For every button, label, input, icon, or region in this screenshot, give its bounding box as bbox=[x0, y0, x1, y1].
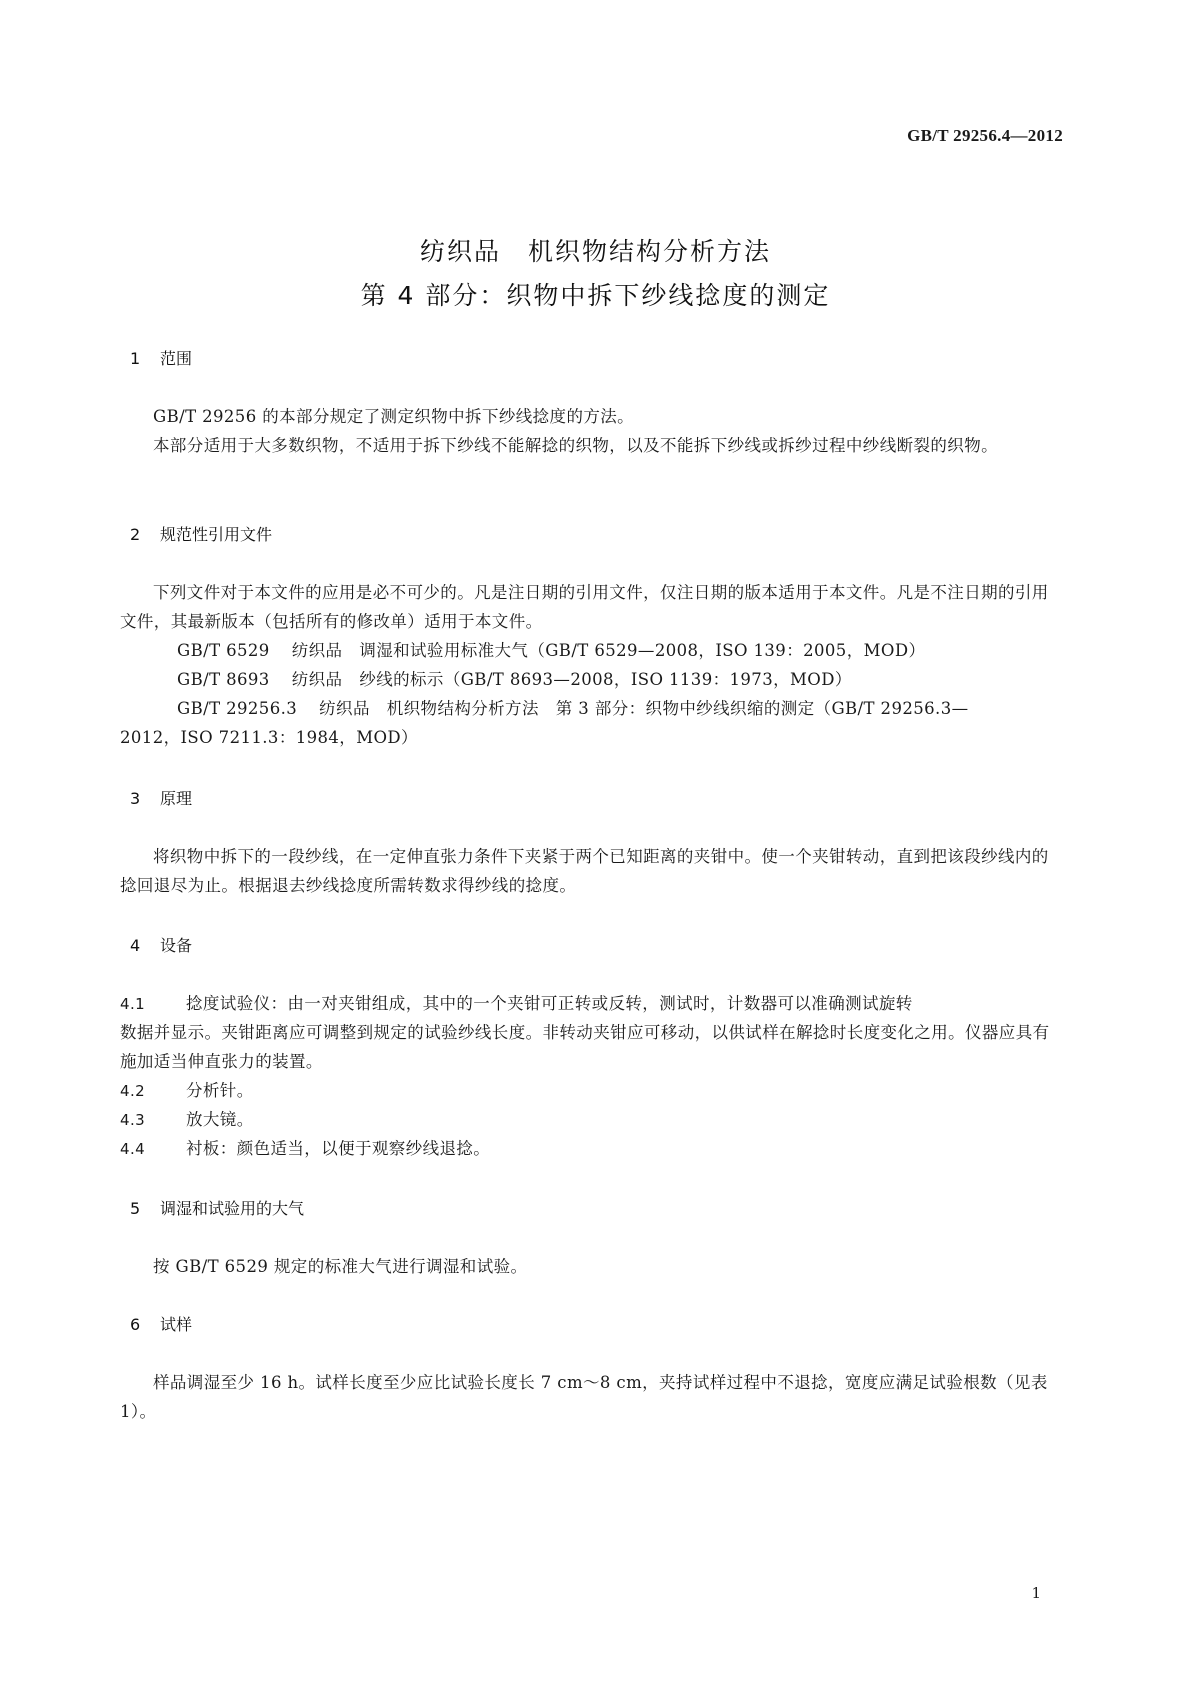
standard-code: GB/T 29256.4—2012 bbox=[907, 126, 1063, 145]
section-1-paragraph-2: 本部分适用于大多数织物，不适用于拆下纱线不能解捻的织物，以及不能拆下纱线或拆纱过程中纱线断裂的织物。 bbox=[153, 436, 998, 455]
equipment-item bbox=[120, 1076, 254, 1106]
normative-reference bbox=[177, 665, 852, 694]
reference-code: GB/T 6529 bbox=[177, 641, 270, 660]
section-number: 2 bbox=[130, 525, 141, 544]
item-number: 4.3 bbox=[120, 1111, 146, 1129]
item-text: 衬板：颜色适当，以便于观察纱线退捻。 bbox=[186, 1139, 491, 1158]
equipment-item bbox=[120, 989, 913, 1019]
normative-reference bbox=[177, 636, 925, 665]
section-number: 5 bbox=[130, 1199, 141, 1218]
section-1-heading bbox=[130, 346, 192, 369]
reference-code: GB/T 29256.3 bbox=[177, 699, 298, 718]
section-number: 6 bbox=[130, 1315, 141, 1334]
reference-title: 纺织品 纱线的标示（GB/T 8693—2008，ISO 1139：1973，MOD） bbox=[291, 670, 852, 689]
section-6-paragraph-1: 样品调湿至少 16 h。试样长度至少应比试验长度长 7 cm～8 cm，夹持试样过程中不退捻，宽度应满足试验根数（见表 1）。 bbox=[120, 1373, 1048, 1421]
section-5-heading bbox=[130, 1196, 304, 1219]
equipment-item bbox=[120, 1134, 490, 1164]
equipment-item-continuation: 数据并显示。夹钳距离应可调整到规定的试验纱线长度。非转动夹钳应可移动，以供试样在解捻时长度变化之用。仪器应具有施加适当伸直张力的装置。 bbox=[120, 1023, 1050, 1071]
section-title: 设备 bbox=[160, 936, 193, 955]
item-text: 放大镜。 bbox=[186, 1110, 254, 1129]
item-text: 捻度试验仪：由一对夹钳组成，其中的一个夹钳可正转或反转，测试时，计数器可以准确测试旋转 bbox=[186, 994, 913, 1013]
section-4-heading bbox=[130, 933, 192, 956]
section-1-paragraph-1: GB/T 29256 的本部分规定了测定织物中拆下纱线捻度的方法。 bbox=[153, 407, 635, 426]
section-3-paragraph-1: 将织物中拆下的一段纱线，在一定伸直张力条件下夹紧于两个已知距离的夹钳中。使一个夹钳转动，直到把该段纱线内的捻回退尽为止。根据退去纱线捻度所需转数求得纱线的捻度。 bbox=[120, 847, 1049, 895]
normative-reference-continuation: 2012，ISO 7211.3：1984，MOD） bbox=[120, 728, 418, 747]
section-number: 1 bbox=[130, 349, 141, 368]
item-number: 4.4 bbox=[120, 1140, 146, 1158]
section-title: 调湿和试验用的大气 bbox=[160, 1199, 305, 1218]
equipment-item bbox=[120, 1105, 254, 1135]
reference-code: GB/T 8693 bbox=[177, 670, 270, 689]
page-number: 1 bbox=[1031, 1584, 1041, 1602]
section-6-heading bbox=[130, 1312, 192, 1335]
document-title-line-1: 纺织品 机织物结构分析方法 bbox=[419, 237, 771, 266]
normative-reference bbox=[177, 694, 969, 723]
item-number: 4.2 bbox=[120, 1082, 146, 1100]
section-number: 4 bbox=[130, 936, 141, 955]
reference-title: 纺织品 机织物结构分析方法 第 3 部分：织物中纱线织缩的测定（GB/T 29256.3— bbox=[319, 699, 969, 718]
section-title: 规范性引用文件 bbox=[160, 525, 273, 544]
section-2-paragraph-1: 下列文件对于本文件的应用是必不可少的。凡是注日期的引用文件，仅注日期的版本适用于本文件。凡是不注日期的引用文件，其最新版本（包括所有的修改单）适用于本文件。 bbox=[120, 583, 1049, 631]
section-title: 原理 bbox=[160, 789, 193, 808]
section-title: 范围 bbox=[160, 349, 193, 368]
section-3-heading bbox=[130, 786, 192, 809]
item-number: 4.1 bbox=[120, 995, 146, 1013]
section-5-paragraph-1: 按 GB/T 6529 规定的标准大气进行调湿和试验。 bbox=[153, 1257, 528, 1276]
section-title: 试样 bbox=[160, 1315, 193, 1334]
section-2-heading bbox=[130, 522, 272, 545]
document-title-line-2: 第 4 部分：织物中拆下纱线捻度的测定 bbox=[360, 281, 831, 310]
reference-title: 纺织品 调湿和试验用标准大气（GB/T 6529—2008，ISO 139：2005，MOD） bbox=[291, 641, 926, 660]
section-number: 3 bbox=[130, 789, 141, 808]
item-text: 分析针。 bbox=[186, 1081, 254, 1100]
